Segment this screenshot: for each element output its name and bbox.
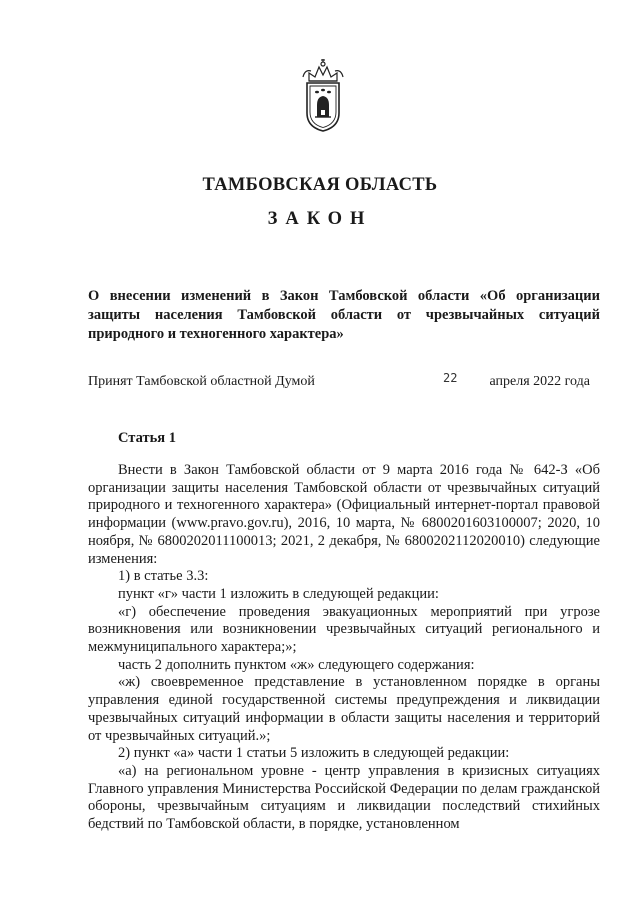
paragraph: «ж) своевременное представление в установленном порядке в органы управления единой государственной системы предупреждения и ликвидации чрезвычайных ситуаций информации в области защиты населения и территорий от чрезвычайных ситуаций.»; xyxy=(88,674,600,744)
document-type: ЗАКОН xyxy=(267,209,373,229)
article-heading: Статья 1 xyxy=(118,430,176,446)
article-body xyxy=(88,462,600,834)
paragraph: 1) в статье 3.3: xyxy=(118,568,209,585)
adoption-date: апреля 2022 года xyxy=(489,374,590,389)
law-title: О внесении изменений в Закон Тамбовской области «Об организации защиты населения Тамбовской области от чрезвычайных ситуаций природного и техногенного характера» xyxy=(88,288,600,342)
region-name: ТАМБОВСКАЯ ОБЛАСТЬ xyxy=(202,175,438,195)
paragraph: Внести в Закон Тамбовской области от 9 марта 2016 года № 642-З «Об организации защиты населения Тамбовской области от чрезвычайных ситуаций природного и техногенного характера» (Официальный интернет-портал правовой информации (www.pravo.gov.ru), 2016, 10 марта, № 6800201603100007; 2020, 10 ноября, № 6800202011100013; 2021, 2 декабря, № 6800202112020010) следующие изменения: xyxy=(88,462,600,567)
adoption-day: 22 xyxy=(443,371,458,385)
paragraph: «а) на региональном уровне - центр управления в кризисных ситуациях Главного управления Министерства Российской Федерации по делам гражданской обороны, чрезвычайным ситуациям и ликвидации последствий стихийных бедствий по Тамбовской области, в порядке, установленном xyxy=(88,762,600,833)
coat-of-arms-icon xyxy=(293,55,353,135)
adoption-line xyxy=(88,371,600,394)
paragraph: «г) обеспечение проведения эвакуационных мероприятий при угрозе возникновения или возникновении чрезвычайных ситуаций регионального и межмуниципального характера;»; xyxy=(88,603,600,656)
paragraph: пункт «г» части 1 изложить в следующей редакции: xyxy=(118,585,439,602)
paragraph: 2) пункт «а» части 1 статьи 5 изложить в следующей редакции: xyxy=(118,745,510,762)
paragraph: часть 2 дополнить пунктом «ж» следующего содержания: xyxy=(118,656,475,673)
adoption-text: Принят Тамбовской областной Думой xyxy=(88,374,315,389)
